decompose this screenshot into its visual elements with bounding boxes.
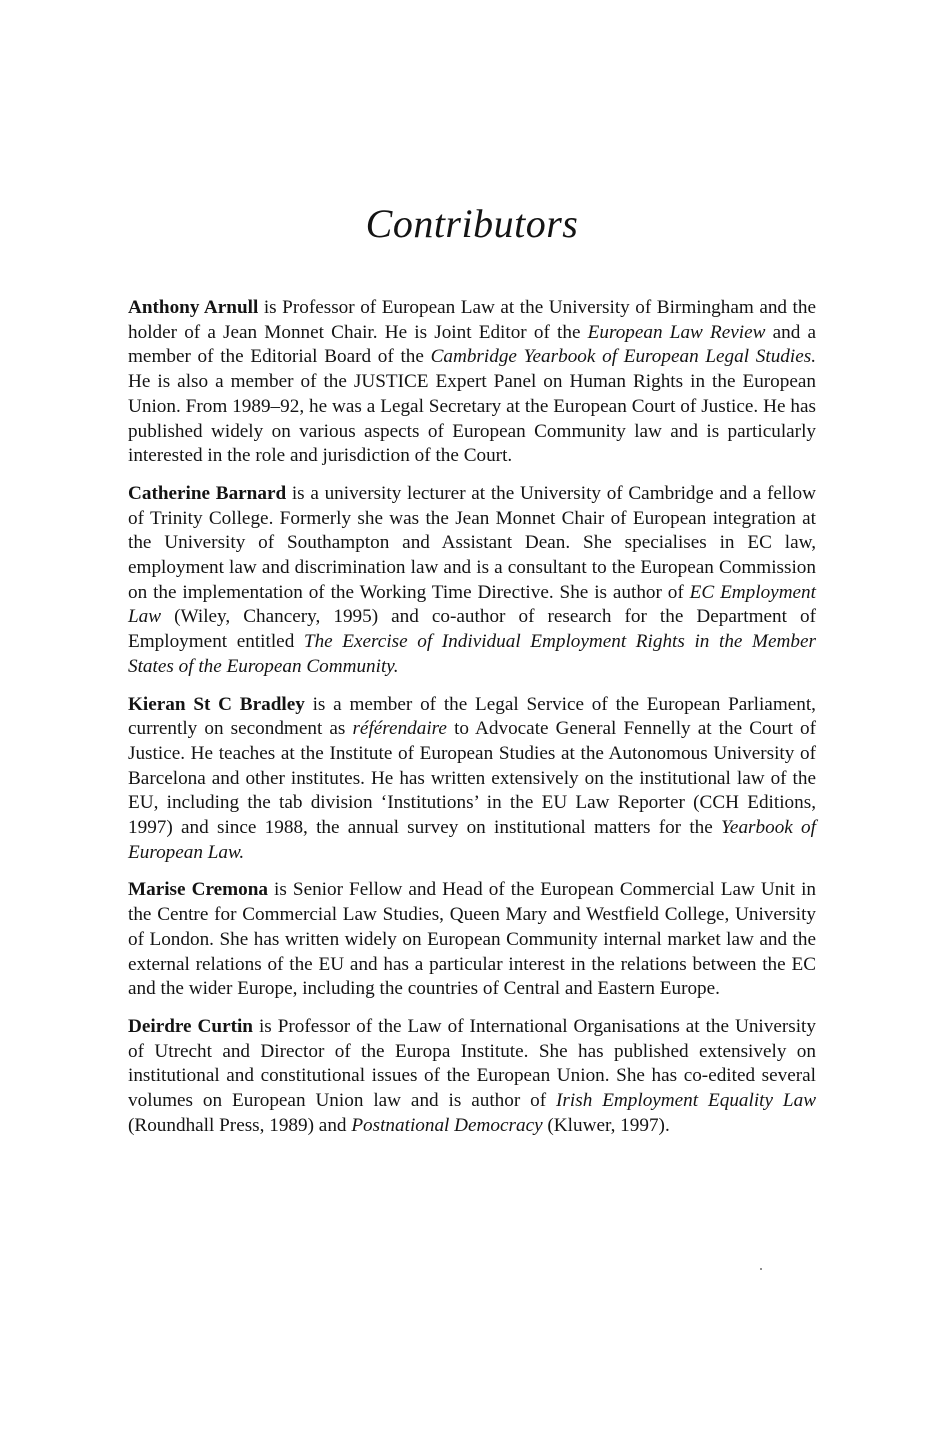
bio-text: (Kluwer, 1997). bbox=[542, 1114, 670, 1136]
italic-title-text: Postnational Democracy bbox=[351, 1114, 543, 1136]
contributor-entry bbox=[128, 878, 816, 1002]
contributor-name: Catherine Barnard bbox=[128, 482, 287, 504]
contributor-name: Anthony Arnull bbox=[128, 297, 259, 318]
italic-title-text: The Exercise of Individual Employment Rights in the Member States of the European Community. bbox=[128, 631, 816, 677]
bio-text: (Wiley, Chancery, 1995) and co-author of research for the Department of Employment entitled bbox=[128, 606, 816, 653]
italic-title-text: Yearbook of European Law. bbox=[128, 817, 816, 863]
bio-text: to Advocate General Fennelly at the Court of Justice. He teaches at the Institute of European Studies at the Autonomous University of Barcelona and other institutes. He has written extensively on the institutional law of the EU, including the tab division ‘Institutions’ in the EU Law Reporter (CCH Editions, 1997) and since 1988, the annual survey on institutional matters for the bbox=[128, 718, 816, 839]
contributor-name: Deirdre Curtin bbox=[128, 1015, 253, 1037]
bio-text: is Professor of European Law at the University of Birmingham and the holder of a Jean Monnet Chair. He is Joint Editor of the bbox=[128, 297, 817, 343]
bio-text: is Senior Fellow and Head of the European Commercial Law Unit in the Centre for Commercial Law Studies, Queen Mary and Westfield College, University of London. She has written widely on European Community internal market law and the external relations of the EU and has a particular interest in the relations between the EC and the wider Europe, including the countries of Central and Eastern Europe. bbox=[128, 879, 816, 1000]
italic-title-text: EC Employment Law bbox=[128, 581, 816, 628]
contributor-entry bbox=[128, 482, 816, 680]
bio-text: is Professor of the Law of International Organisations at the University of Utrecht and Director of the Europa Institute. She has published extensively on institutional and constitutional issues of the European Union. She has co-edited several volumes on European Union law and is author of bbox=[128, 1015, 816, 1112]
italic-title-text: Irish Employment Equality Law bbox=[556, 1090, 816, 1112]
italic-title-text: European Law Review bbox=[587, 321, 766, 343]
contributor-name: Marise Cremona bbox=[128, 879, 268, 901]
bio-text: and a member of the Editorial Board of the bbox=[128, 321, 816, 368]
contributor-name: Kieran St C Bradley bbox=[128, 693, 305, 715]
italic-title-text: référendaire bbox=[352, 718, 447, 740]
bio-text: is a member of the Legal Service of the European Parliament, currently on secondment as bbox=[128, 693, 816, 740]
bio-text: is a university lecturer at the University of Cambridge and a fellow of Trinity College. Formerly she was the Jean Monnet Chair of European integration at the University of Southampton and Assistant Dean. She specialises in EC law, employment law and discrimination law and is a consultant to the European Commission on the implementation of the Working Time Directive. She is author of bbox=[128, 482, 816, 603]
document-page bbox=[128, 0, 816, 1454]
bio-text: (Roundhall Press, 1989) and bbox=[128, 1114, 352, 1136]
italic-title-text: Cambridge Yearbook of European Legal Studies. bbox=[430, 346, 816, 368]
contributor-entry bbox=[128, 296, 816, 469]
contributors-list bbox=[128, 296, 816, 1152]
page-title: Contributors bbox=[365, 201, 579, 246]
contributor-entry bbox=[128, 693, 816, 866]
contributor-entry bbox=[128, 1015, 816, 1139]
stray-ink-mark bbox=[760, 1268, 762, 1270]
bio-text: He is also a member of the JUSTICE Expert Panel on Human Rights in the European Union. From 1989–92, he was a Legal Secretary at the European Court of Justice. He has published widely on various aspects of European Community law and is particularly interested in the role and jurisdiction of the Court. bbox=[128, 371, 816, 467]
